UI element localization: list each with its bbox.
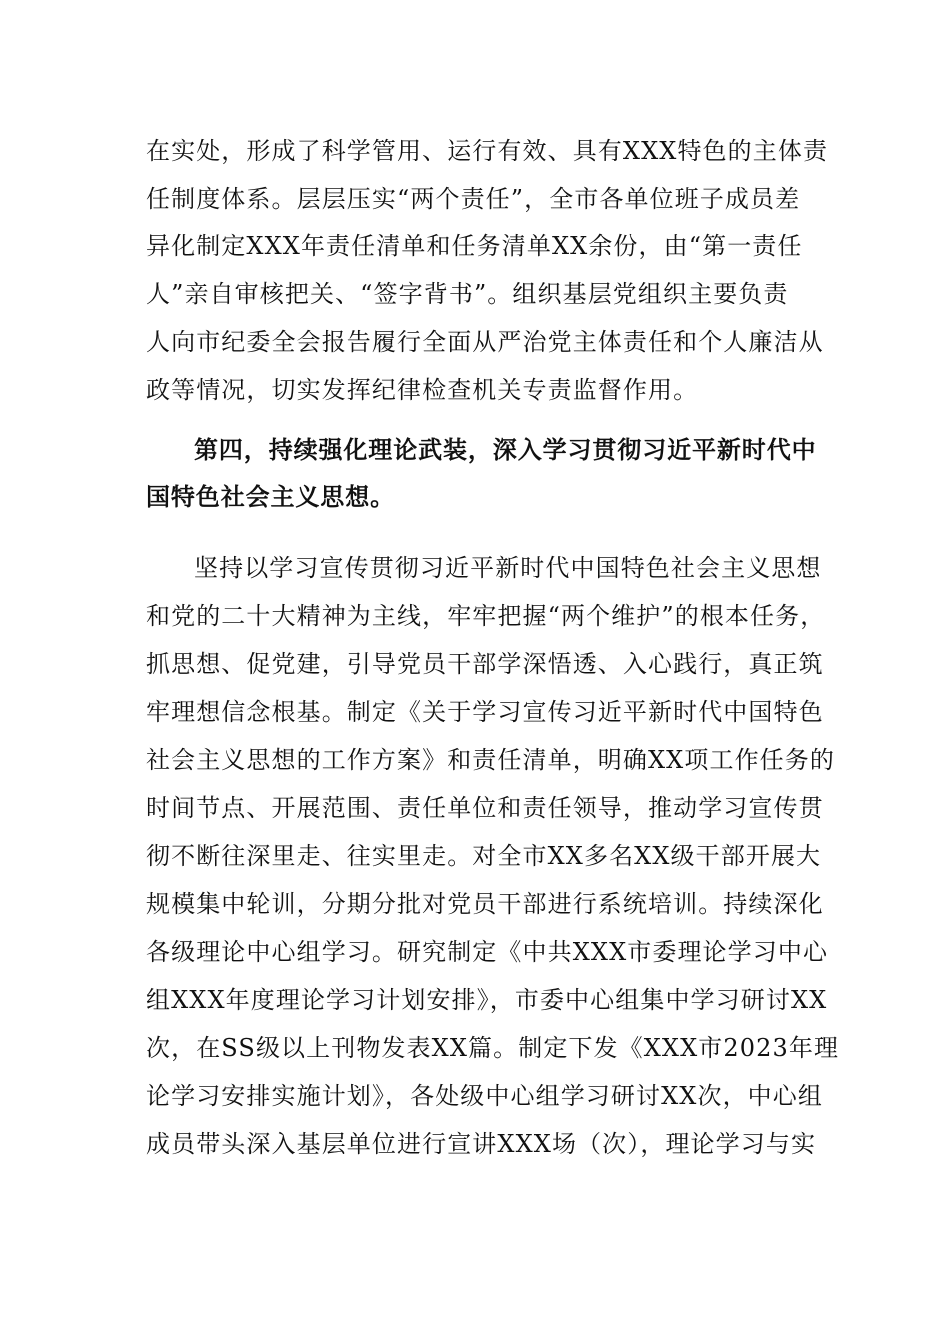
paragraph-2-line-3: 抓思想、促党建，引导党员干部学深悟透、入心践行，真正筑: [146, 650, 824, 678]
paragraph-1-line-2: 任制度体系。层层压实“两个责任”，全市各单位班子成员差: [146, 185, 801, 213]
paragraph-1-line-6: 政等情况，切实发挥纪律检查机关专责监督作用。: [146, 376, 699, 404]
paragraph-2-line-7: 彻不断往深里走、往实里走。对全市XX多名XX级干部开展大: [146, 842, 822, 870]
paragraph-1-line-5: 人向市纪委全会报告履行全面从严治党主体责任和个人廉洁从: [146, 328, 824, 356]
paragraph-2-line-6: 时间节点、开展范围、责任单位和责任领导，推动学习宣传贯: [146, 794, 824, 822]
section-heading-line-2: 国特色社会主义思想。: [146, 483, 395, 511]
section-heading-line-1: 第四，持续强化理论武装，深入学习贯彻习近平新时代中: [194, 436, 817, 464]
paragraph-2-line-12: 论学习安排实施计划》，各处级中心组学习研讨XX次，中心组: [146, 1082, 823, 1110]
paragraph-2-line-10: 组XXX年度理论学习计划安排》，市委中心组集中学习研讨XX: [146, 986, 828, 1014]
paragraph-2-line-5: 社会主义思想的工作方案》和责任清单，明确XX项工作任务的: [146, 746, 835, 774]
paragraph-2-line-2: 和党的二十大精神为主线，牢牢把握“两个维护”的根本任务，: [146, 602, 826, 630]
paragraph-2-line-13: 成员带头深入基层单位进行宣讲XXX场（次），理论学习与实: [146, 1130, 817, 1158]
paragraph-2-line-9: 各级理论中心组学习。研究制定《中共XXX市委理论学习中心: [146, 938, 829, 966]
paragraph-1-line-3: 异化制定XXX年责任清单和任务清单XX余份，由“第一责任: [146, 232, 803, 260]
paragraph-1-line-4: 人”亲自审核把关、“签字背书”。组织基层党组织主要负责: [146, 280, 789, 308]
paragraph-1-line-1: 在实处，形成了科学管用、运行有效、具有XXX特色的主体责: [146, 137, 829, 165]
paragraph-2-line-11: 次，在SS级以上刊物发表XX篇。制定下发《XXX市2023年理: [146, 1034, 840, 1062]
paragraph-2-line-1: 坚持以学习宣传贯彻习近平新时代中国特色社会主义思想: [194, 554, 822, 582]
paragraph-2-line-8: 规模集中轮训，分期分批对党员干部进行系统培训。持续深化: [146, 890, 824, 918]
paragraph-2-line-4: 牢理想信念根基。制定《关于学习宣传习近平新时代中国特色: [146, 698, 824, 726]
